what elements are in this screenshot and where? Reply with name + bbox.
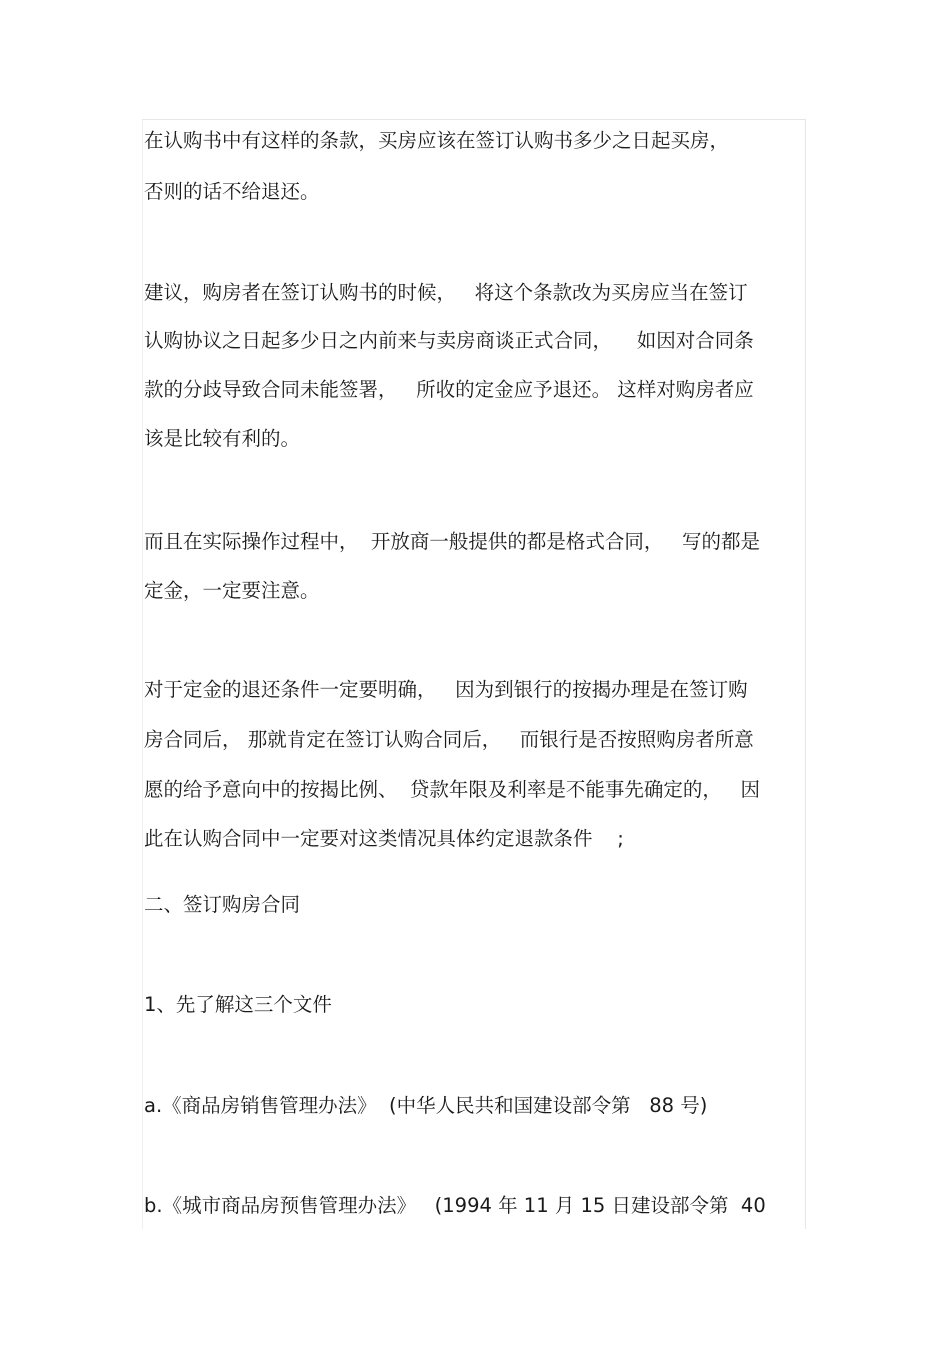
section-heading: 二、签订购房合同 bbox=[144, 893, 301, 916]
text-line: 否则的话不给退还。 bbox=[144, 180, 320, 203]
list-item: a.《商品房销售管理办法》 (中华人民共和国建设部令第 88 号) bbox=[144, 1094, 708, 1117]
text-line: 认购协议之日起多少日之内前来与卖房商谈正式合同， 如因对合同条 bbox=[144, 329, 754, 352]
text-line: 建议，购房者在签订认购书的时候， 将这个条款改为买房应当在签订 bbox=[144, 281, 748, 304]
text-line: 款的分歧导致合同未能签署， 所收的定金应予退还。 这样对购房者应 bbox=[144, 378, 754, 401]
text-line: 对于定金的退还条件一定要明确， 因为到银行的按揭办理是在签订购 bbox=[144, 678, 748, 701]
text-line: 而且在实际操作过程中， 开放商一般提供的都是格式合同， 写的都是 bbox=[144, 530, 760, 553]
text-line: 该是比较有利的。 bbox=[144, 427, 301, 450]
text-line: 此在认购合同中一定要对这类情况具体约定退款条件 ; bbox=[144, 827, 624, 850]
text-line: 房合同后， 那就肯定在签订认购合同后， 而银行是否按照购房者所意 bbox=[144, 728, 754, 751]
text-line: 在认购书中有这样的条款，买房应该在签订认购书多少之日起买房， bbox=[144, 129, 730, 152]
text-line: 定金，一定要注意。 bbox=[144, 579, 320, 602]
text-line: 愿的给予意向中的按揭比例、 贷款年限及利率是不能事先确定的， 因 bbox=[144, 778, 760, 801]
list-heading: 1、先了解这三个文件 bbox=[144, 993, 332, 1016]
list-item: b.《城市商品房预售管理办法》 (1994 年 11 月 15 日建设部令第 40 bbox=[144, 1194, 766, 1217]
